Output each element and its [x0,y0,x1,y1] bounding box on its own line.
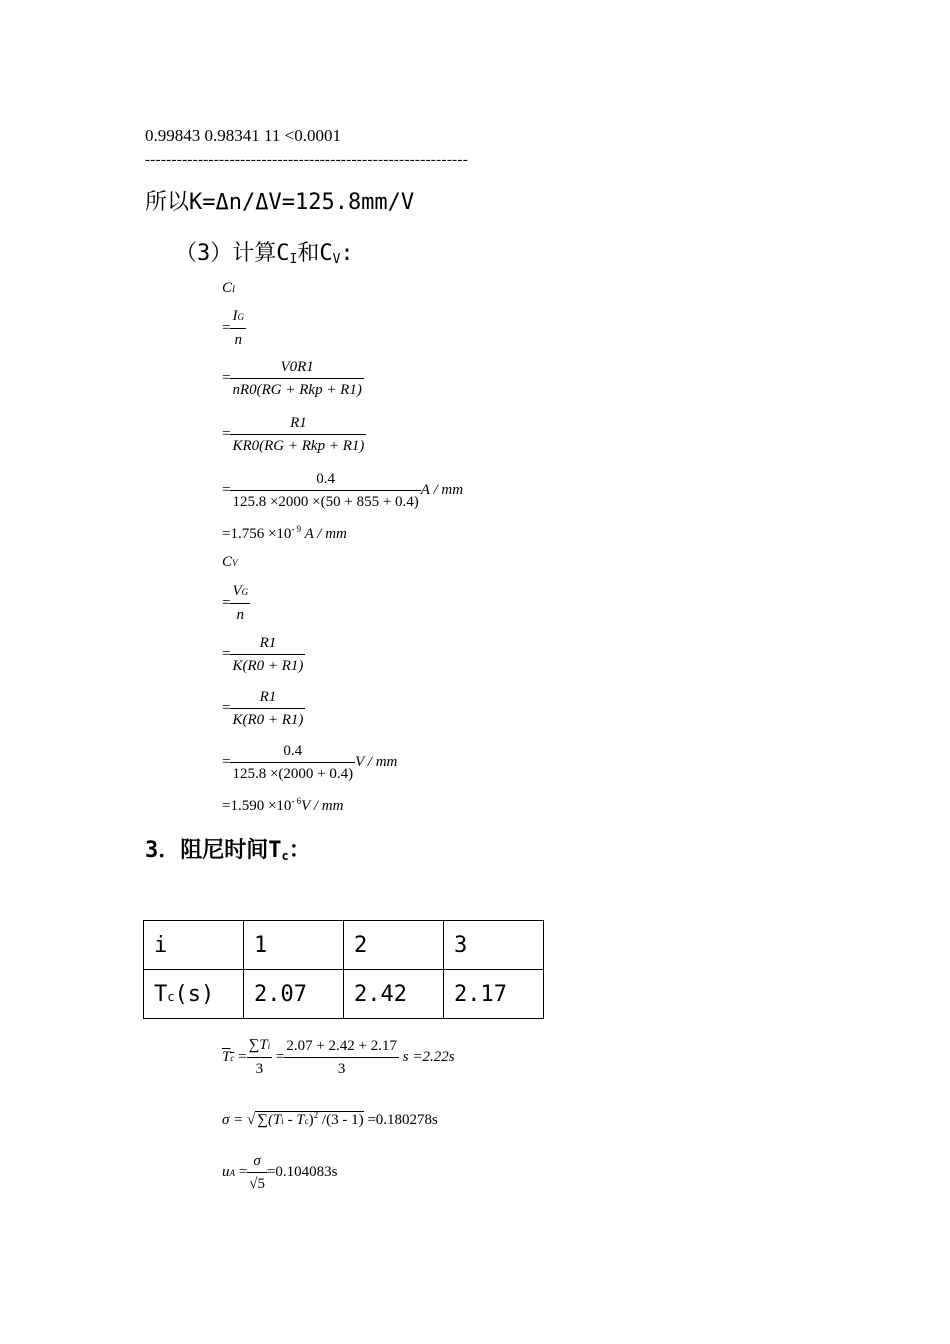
damping-time-table [143,920,544,1019]
table-cell: 1 [244,921,344,970]
ci-step1: = $\frac{IG}{n}$ [222,305,246,351]
cv-step3: = $\frac{R1}{K(R0 + R1)}$ [222,686,305,731]
table-row [144,921,544,970]
cv-result: $=1.590 \times 10^{- 6}V$ / mm [222,796,344,814]
cv-step1: = $\frac{VG}{n}$ [222,580,250,626]
table-cell: 2 [344,921,444,970]
ua-formula: uA = $\frac{\sigma}{√5}$ =0.104083s [222,1150,338,1195]
table-cell: Tc(s) [144,970,244,1019]
ci-label: CI [222,280,236,296]
section3-heading: 3．阻尼时间$T_c$： [145,838,311,863]
regression-stats-line: 0.99843 0.98341 11 <0.0001 [145,126,341,145]
cv-label: CV [222,554,238,570]
table-cell: 2.42 [344,970,444,1019]
table-cell: 3 [444,921,544,970]
table-cell: i [144,921,244,970]
mean-formula: Tc = $\frac{\sum Ti}{3}$ = $\frac{2.07 + 2.42 + 2.17}{3}$ s =2.22s [222,1034,455,1080]
ci-step3: = $\frac{R1}{\text{KR0(RG + Rkp + R1)}}$ [222,412,366,457]
cv-step2: = $\frac{R1}{K(R0 + R1)}$ [222,632,305,677]
ci-result: $=1.756 \times 10^{- 9}$ A / mm [222,524,347,542]
step3-heading: （3）计算$C_I$和$C_V$: [175,241,354,267]
conclusion-line: 所以K=Δn/ΔV=125.8mm/V [145,190,415,215]
cv-step4: = $\frac{0.4}{125.8 \times(2000 + 0.4)}$ V / mm [222,740,397,785]
ci-step4: = $\frac{0.4}{125.8 \times 2000 \times(50 + 855 + 0.4)}$ A / mm [222,468,463,513]
dashed-separator: ------------------------------------------------------------- [145,152,469,168]
ci-step2: = $\frac{V0R1}{\text{nR0(RG + Rkp + R1)}}$ [222,356,364,401]
table-cell: 2.07 [244,970,344,1019]
table-row [144,970,544,1019]
sigma-formula: σ = √ ∑(Ti - Tc)$^2$ /(3 - 1) =0.180278s [222,1110,438,1128]
table-cell: 2.17 [444,970,544,1019]
